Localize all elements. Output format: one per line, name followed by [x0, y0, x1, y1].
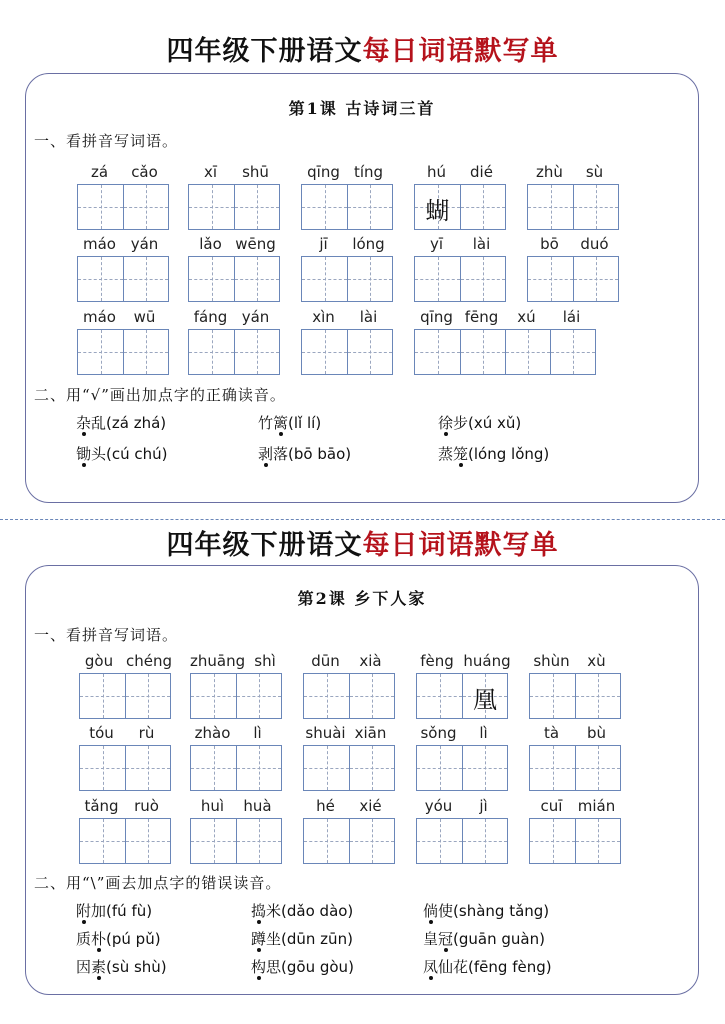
lesson-2-title: 第2课 乡下人家: [297, 589, 427, 608]
dotted-character: 徐: [438, 414, 454, 432]
writing-grid[interactable]: [190, 745, 282, 791]
title-black-part: 四年级下册语文: [166, 36, 363, 67]
pronunciation-options: (dūn zūn): [281, 930, 353, 948]
section-2-heading: 二、用“\”画去加点字的错误读音。: [34, 874, 282, 892]
pronunciation-options: (shàng tǎng): [453, 902, 550, 920]
writing-grid[interactable]: [527, 184, 619, 230]
pinyin-label: yóu jì: [424, 797, 488, 815]
pinyin-label: zhuāng shì: [190, 652, 276, 670]
reading-choice[interactable]: 蹲坐(dūn zūn): [251, 930, 353, 948]
reading-choice[interactable]: 构思(gōu gòu): [251, 958, 354, 976]
pinyin-label: gòu chéng: [84, 652, 172, 670]
writing-grid[interactable]: [79, 673, 171, 719]
pinyin-label: zhù sù: [536, 163, 604, 181]
section-1-heading: 一、看拼音写词语。: [34, 132, 179, 150]
dotted-character: 冠: [438, 930, 454, 948]
writing-grid[interactable]: [188, 256, 280, 302]
hint-character: 凰: [473, 686, 497, 714]
pinyin-label: xìn lài: [312, 308, 378, 326]
pinyin-label: dūn xià: [311, 652, 382, 670]
pinyin-label: máo yán: [83, 235, 159, 253]
pinyin-label: tóu rù: [89, 724, 155, 742]
writing-grid[interactable]: [301, 329, 393, 375]
writing-grid[interactable]: [416, 745, 508, 791]
pinyin-label: máo wū: [83, 308, 156, 326]
pinyin-label: bō duó: [540, 235, 609, 253]
pronunciation-options: (zá zhá): [106, 414, 167, 432]
writing-grid[interactable]: [527, 256, 619, 302]
writing-grid[interactable]: [77, 329, 169, 375]
writing-grid[interactable]: [416, 673, 508, 719]
dotted-character: 素: [91, 958, 107, 976]
reading-choice[interactable]: 倘使(shàng tǎng): [423, 902, 550, 920]
reading-choice[interactable]: 杂乱(zá zhá): [76, 414, 167, 432]
writing-grid[interactable]: [529, 745, 621, 791]
reading-choice[interactable]: 附加(fú fù): [76, 902, 153, 920]
reading-choice[interactable]: 竹篱(lǐ lí): [258, 414, 322, 432]
pronunciation-options: (sù shù): [106, 958, 167, 976]
pinyin-label: cuī mián: [540, 797, 616, 815]
writing-grid[interactable]: [529, 673, 621, 719]
pinyin-label: lǎo wēng: [199, 235, 276, 253]
reading-choice[interactable]: 皇冠(guān guàn): [423, 930, 545, 948]
writing-grid[interactable]: [301, 256, 393, 302]
reading-choice[interactable]: 捣米(dǎo dào): [251, 902, 354, 920]
writing-grid[interactable]: [77, 184, 169, 230]
pronunciation-options: (cú chú): [106, 445, 168, 463]
hint-character: 蝴: [425, 197, 450, 225]
title-red-part: 每日词语默写单: [362, 530, 559, 561]
writing-grid[interactable]: [188, 184, 280, 230]
reading-choice[interactable]: 锄头(cú chú): [76, 445, 168, 463]
cut-line-divider: [0, 519, 725, 520]
writing-grid[interactable]: [414, 329, 596, 375]
reading-choice[interactable]: 剥落(bō bāo): [258, 445, 352, 463]
writing-grid[interactable]: [303, 745, 395, 791]
reading-choice[interactable]: 质朴(pú pǔ): [76, 930, 161, 948]
pinyin-label: hé xié: [316, 797, 382, 815]
writing-grid[interactable]: [301, 184, 393, 230]
pronunciation-options: (gōu gòu): [281, 958, 354, 976]
pronunciation-options: (pú pǔ): [106, 930, 161, 948]
reading-choice[interactable]: 徐步(xú xǔ): [438, 414, 522, 432]
pronunciation-options: (fēng fèng): [468, 958, 552, 976]
pronunciation-options: (guān guàn): [453, 930, 545, 948]
writing-grid[interactable]: [79, 745, 171, 791]
pinyin-label: yī lài: [429, 235, 491, 253]
writing-grid[interactable]: [190, 673, 282, 719]
worksheet-1-title: [0, 35, 725, 69]
writing-grid[interactable]: [416, 818, 508, 864]
dotted-character: 锄: [76, 445, 92, 463]
pinyin-label: qīng tíng: [307, 163, 384, 181]
pinyin-label: sǒng lì: [420, 724, 488, 742]
pinyin-label: tǎng ruò: [84, 797, 159, 815]
lesson-2-card: [25, 565, 699, 995]
writing-grid[interactable]: [529, 818, 621, 864]
pinyin-label: qīng fēng xú lái: [420, 308, 581, 326]
pinyin-label: jī lóng: [319, 235, 385, 253]
reading-choice[interactable]: 蒸笼(lóng lǒng): [438, 445, 550, 463]
writing-grid[interactable]: [414, 256, 506, 302]
pinyin-label: fèng huáng: [420, 652, 511, 670]
writing-grid[interactable]: [188, 329, 280, 375]
pronunciation-options: (lǐ lí): [288, 414, 322, 432]
dotted-character: 笼: [453, 445, 469, 463]
lesson-1-title: 第1课 古诗词三首: [288, 99, 436, 118]
dotted-character: 构: [251, 958, 267, 976]
section-1-heading: 一、看拼音写词语。: [34, 626, 179, 644]
lesson-1-card: [25, 73, 699, 503]
writing-grid[interactable]: [303, 673, 395, 719]
worksheet-2-title: [0, 529, 725, 563]
pinyin-label: fáng yán: [193, 308, 270, 326]
pronunciation-options: (xú xǔ): [468, 414, 522, 432]
dotted-character: 蹲: [251, 930, 267, 948]
pinyin-label: hú dié: [426, 163, 493, 181]
dotted-character: 倘: [423, 902, 439, 920]
dotted-character: 捣: [251, 902, 267, 920]
writing-grid[interactable]: [79, 818, 171, 864]
writing-grid[interactable]: [414, 184, 506, 230]
dotted-character: 凤: [423, 958, 439, 976]
section-2-heading: 二、用“√”画出加点字的正确读音。: [34, 386, 286, 404]
reading-choice[interactable]: 凤仙花(fēng fèng): [423, 958, 552, 976]
pinyin-label: tà bù: [543, 724, 607, 742]
pinyin-label: xī shū: [203, 163, 269, 181]
dotted-character: 杂: [76, 414, 92, 432]
title-black-part: 四年级下册语文: [166, 530, 363, 561]
dotted-character: 剥: [258, 445, 274, 463]
writing-grid[interactable]: [190, 818, 282, 864]
dotted-character: 附: [76, 902, 92, 920]
pinyin-label: zá cǎo: [90, 163, 158, 181]
pronunciation-options: (dǎo dào): [281, 902, 354, 920]
writing-grid[interactable]: [303, 818, 395, 864]
title-red-part: 每日词语默写单: [362, 36, 559, 67]
writing-grid[interactable]: [77, 256, 169, 302]
pronunciation-options: (fú fù): [106, 902, 153, 920]
pronunciation-options: (lóng lǒng): [468, 445, 550, 463]
reading-choice[interactable]: 因素(sù shù): [76, 958, 167, 976]
pinyin-label: huì huà: [200, 797, 272, 815]
dotted-character: 朴: [91, 930, 107, 948]
pinyin-label: zhào lì: [194, 724, 262, 742]
pinyin-label: shuài xiān: [305, 724, 387, 742]
dotted-character: 篱: [273, 414, 289, 432]
pronunciation-options: (bō bāo): [288, 445, 352, 463]
pinyin-label: shùn xù: [533, 652, 606, 670]
